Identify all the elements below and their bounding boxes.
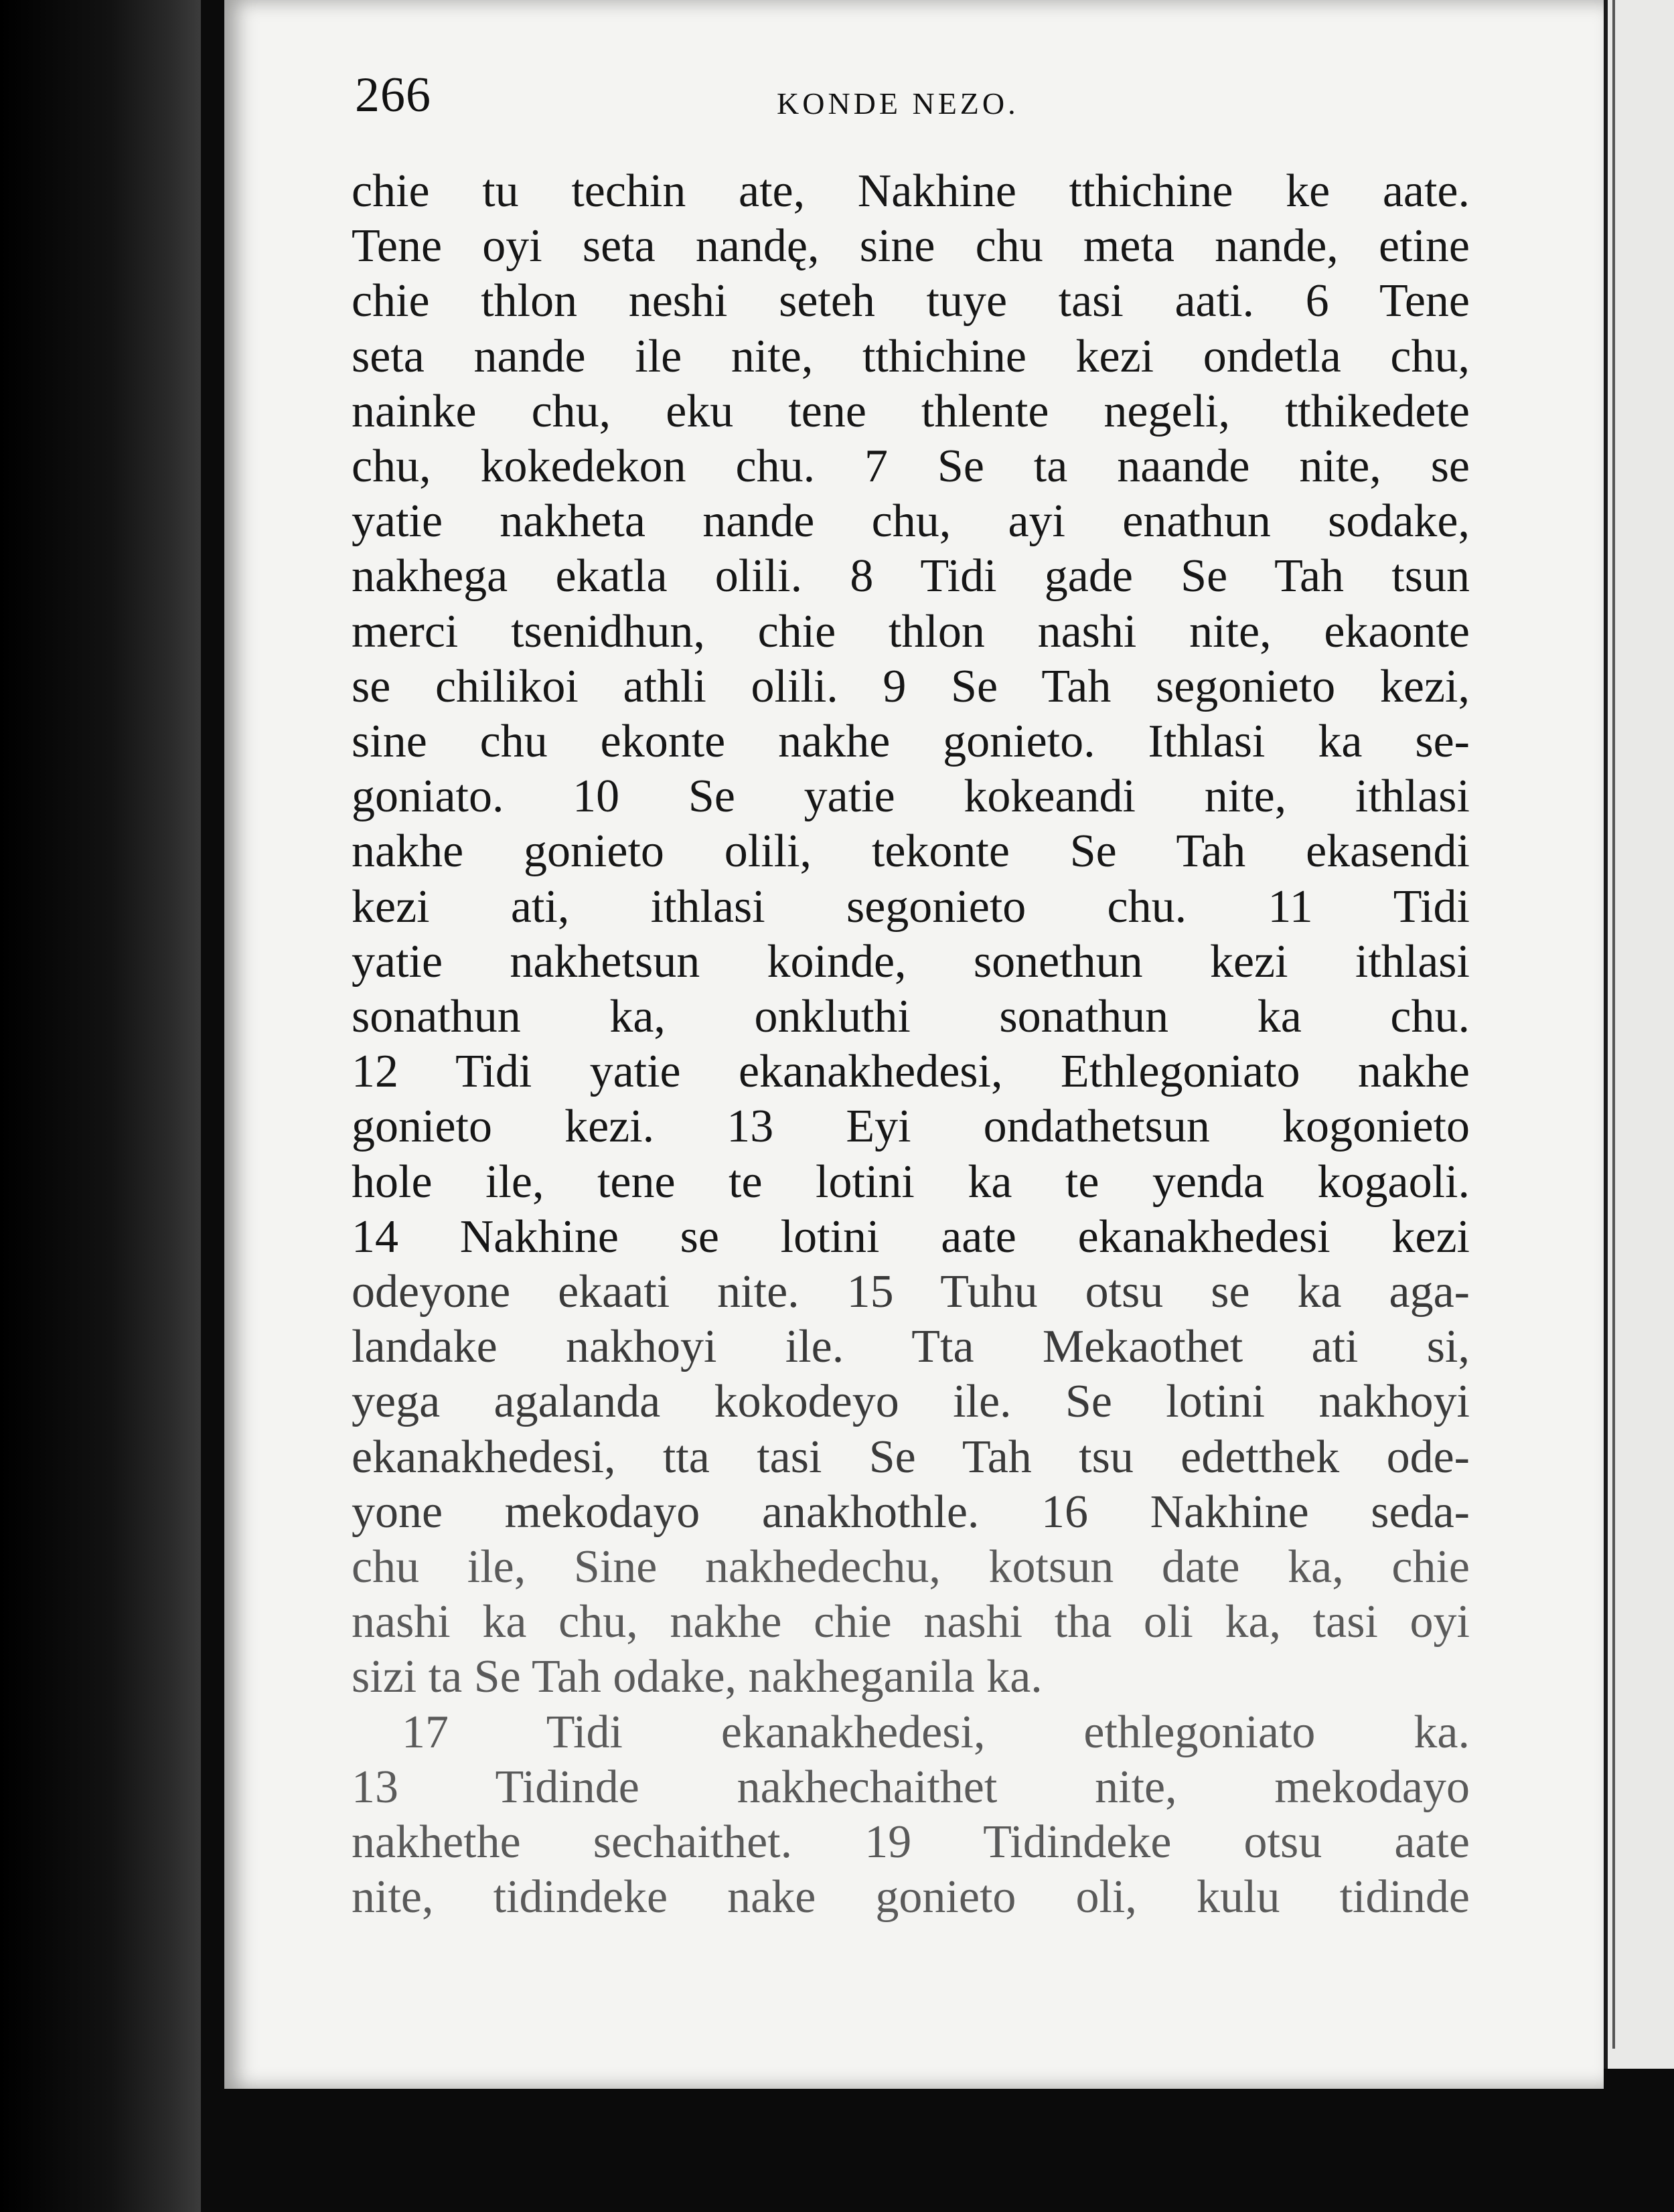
text-line: chu, kokedekon chu. 7 Se ta naande nite, se <box>352 441 1470 493</box>
text-line: nainke chu, eku tene thlente negeli, tthikedete <box>352 385 1470 437</box>
page-number: 266 <box>355 68 431 123</box>
text-line: yatie nakheta nande chu, ayi enathun sodake, <box>352 495 1470 548</box>
text-line: yatie nakhetsun koinde, sonethun kezi ithlasi <box>352 935 1470 988</box>
text-line: nakhe gonieto olili, tekonte Se Tah ekasendi <box>352 825 1470 878</box>
text-line: odeyone ekaati nite. 15 Tuhu otsu se ka aga- <box>352 1266 1470 1318</box>
text-line: se chilikoi athli olili. 9 Se Tah segonieto kezi, <box>352 660 1470 712</box>
text-line: 17 Tidi ekanakhedesi, ethlegoniato ka. <box>402 1706 1470 1758</box>
page-body-text <box>352 164 1470 1925</box>
text-line: hole ile, tene te lotini ka te yenda kogaoli. <box>352 1156 1470 1208</box>
text-line: 12 Tidi yatie ekanakhedesi, Ethlegoniato nakhe <box>352 1046 1470 1098</box>
text-line: kezi ati, ithlasi segonieto chu. 11 Tidi <box>352 880 1470 933</box>
text-line: nakhethe sechaithet. 19 Tidindeke otsu aate <box>352 1816 1470 1869</box>
text-line: sizi ta Se Tah odake, nakheganila ka. <box>352 1651 1043 1703</box>
text-line: chie tu techin ate, Nakhine tthichine ke aate. <box>352 165 1470 217</box>
text-line: sonathun ka, onkluthi sonathun ka chu. <box>352 991 1470 1043</box>
text-line: sine chu ekonte nakhe gonieto. Ithlasi ka se- <box>352 716 1470 768</box>
text-line: landake nakhoyi ile. Tta Mekaothet ati si, <box>352 1321 1470 1373</box>
text-line: merci tsenidhun, chie thlon nashi nite, ekaonte <box>352 605 1470 657</box>
text-line: goniato. 10 Se yatie kokeandi nite, ithlasi <box>352 771 1470 823</box>
text-line: yone mekodayo anakhothle. 16 Nakhine seda- <box>352 1486 1470 1538</box>
running-title: KONDE NEZO. <box>777 86 1019 121</box>
text-line: 14 Nakhine se lotini aate ekanakhedesi kezi <box>352 1210 1470 1263</box>
text-line: nite, tidindeke nake gonieto oli, kulu tidinde <box>352 1871 1470 1923</box>
page-gutter-line <box>1612 0 1615 2049</box>
text-line: chie thlon neshi seteh tuye tasi aati. 6 Tene <box>352 275 1470 327</box>
text-line: 13 Tidinde nakhechaithet nite, mekodayo <box>352 1761 1470 1813</box>
text-line: nashi ka chu, nakhe chie nashi tha oli ka, tasi oyi <box>352 1596 1470 1648</box>
text-line: seta nande ile nite, tthichine kezi ondetla chu, <box>352 330 1470 382</box>
text-line: gonieto kezi. 13 Eyi ondathetsun kogonieto <box>352 1101 1470 1153</box>
text-line: ekanakhedesi, tta tasi Se Tah tsu edetthek ode- <box>352 1431 1470 1483</box>
book-binding-shadow <box>0 0 201 2212</box>
text-line: chu ile, Sine nakhedechu, kotsun date ka, chie <box>352 1541 1470 1593</box>
scan-bottom-margin <box>201 2089 1674 2212</box>
text-line: yega agalanda kokodeyo ile. Se lotini nakhoyi <box>352 1376 1470 1428</box>
text-line: Tene oyi seta nandę, sine chu meta nande, etine <box>352 220 1470 272</box>
text-line: nakhega ekatla olili. 8 Tidi gade Se Tah tsun <box>352 550 1470 603</box>
